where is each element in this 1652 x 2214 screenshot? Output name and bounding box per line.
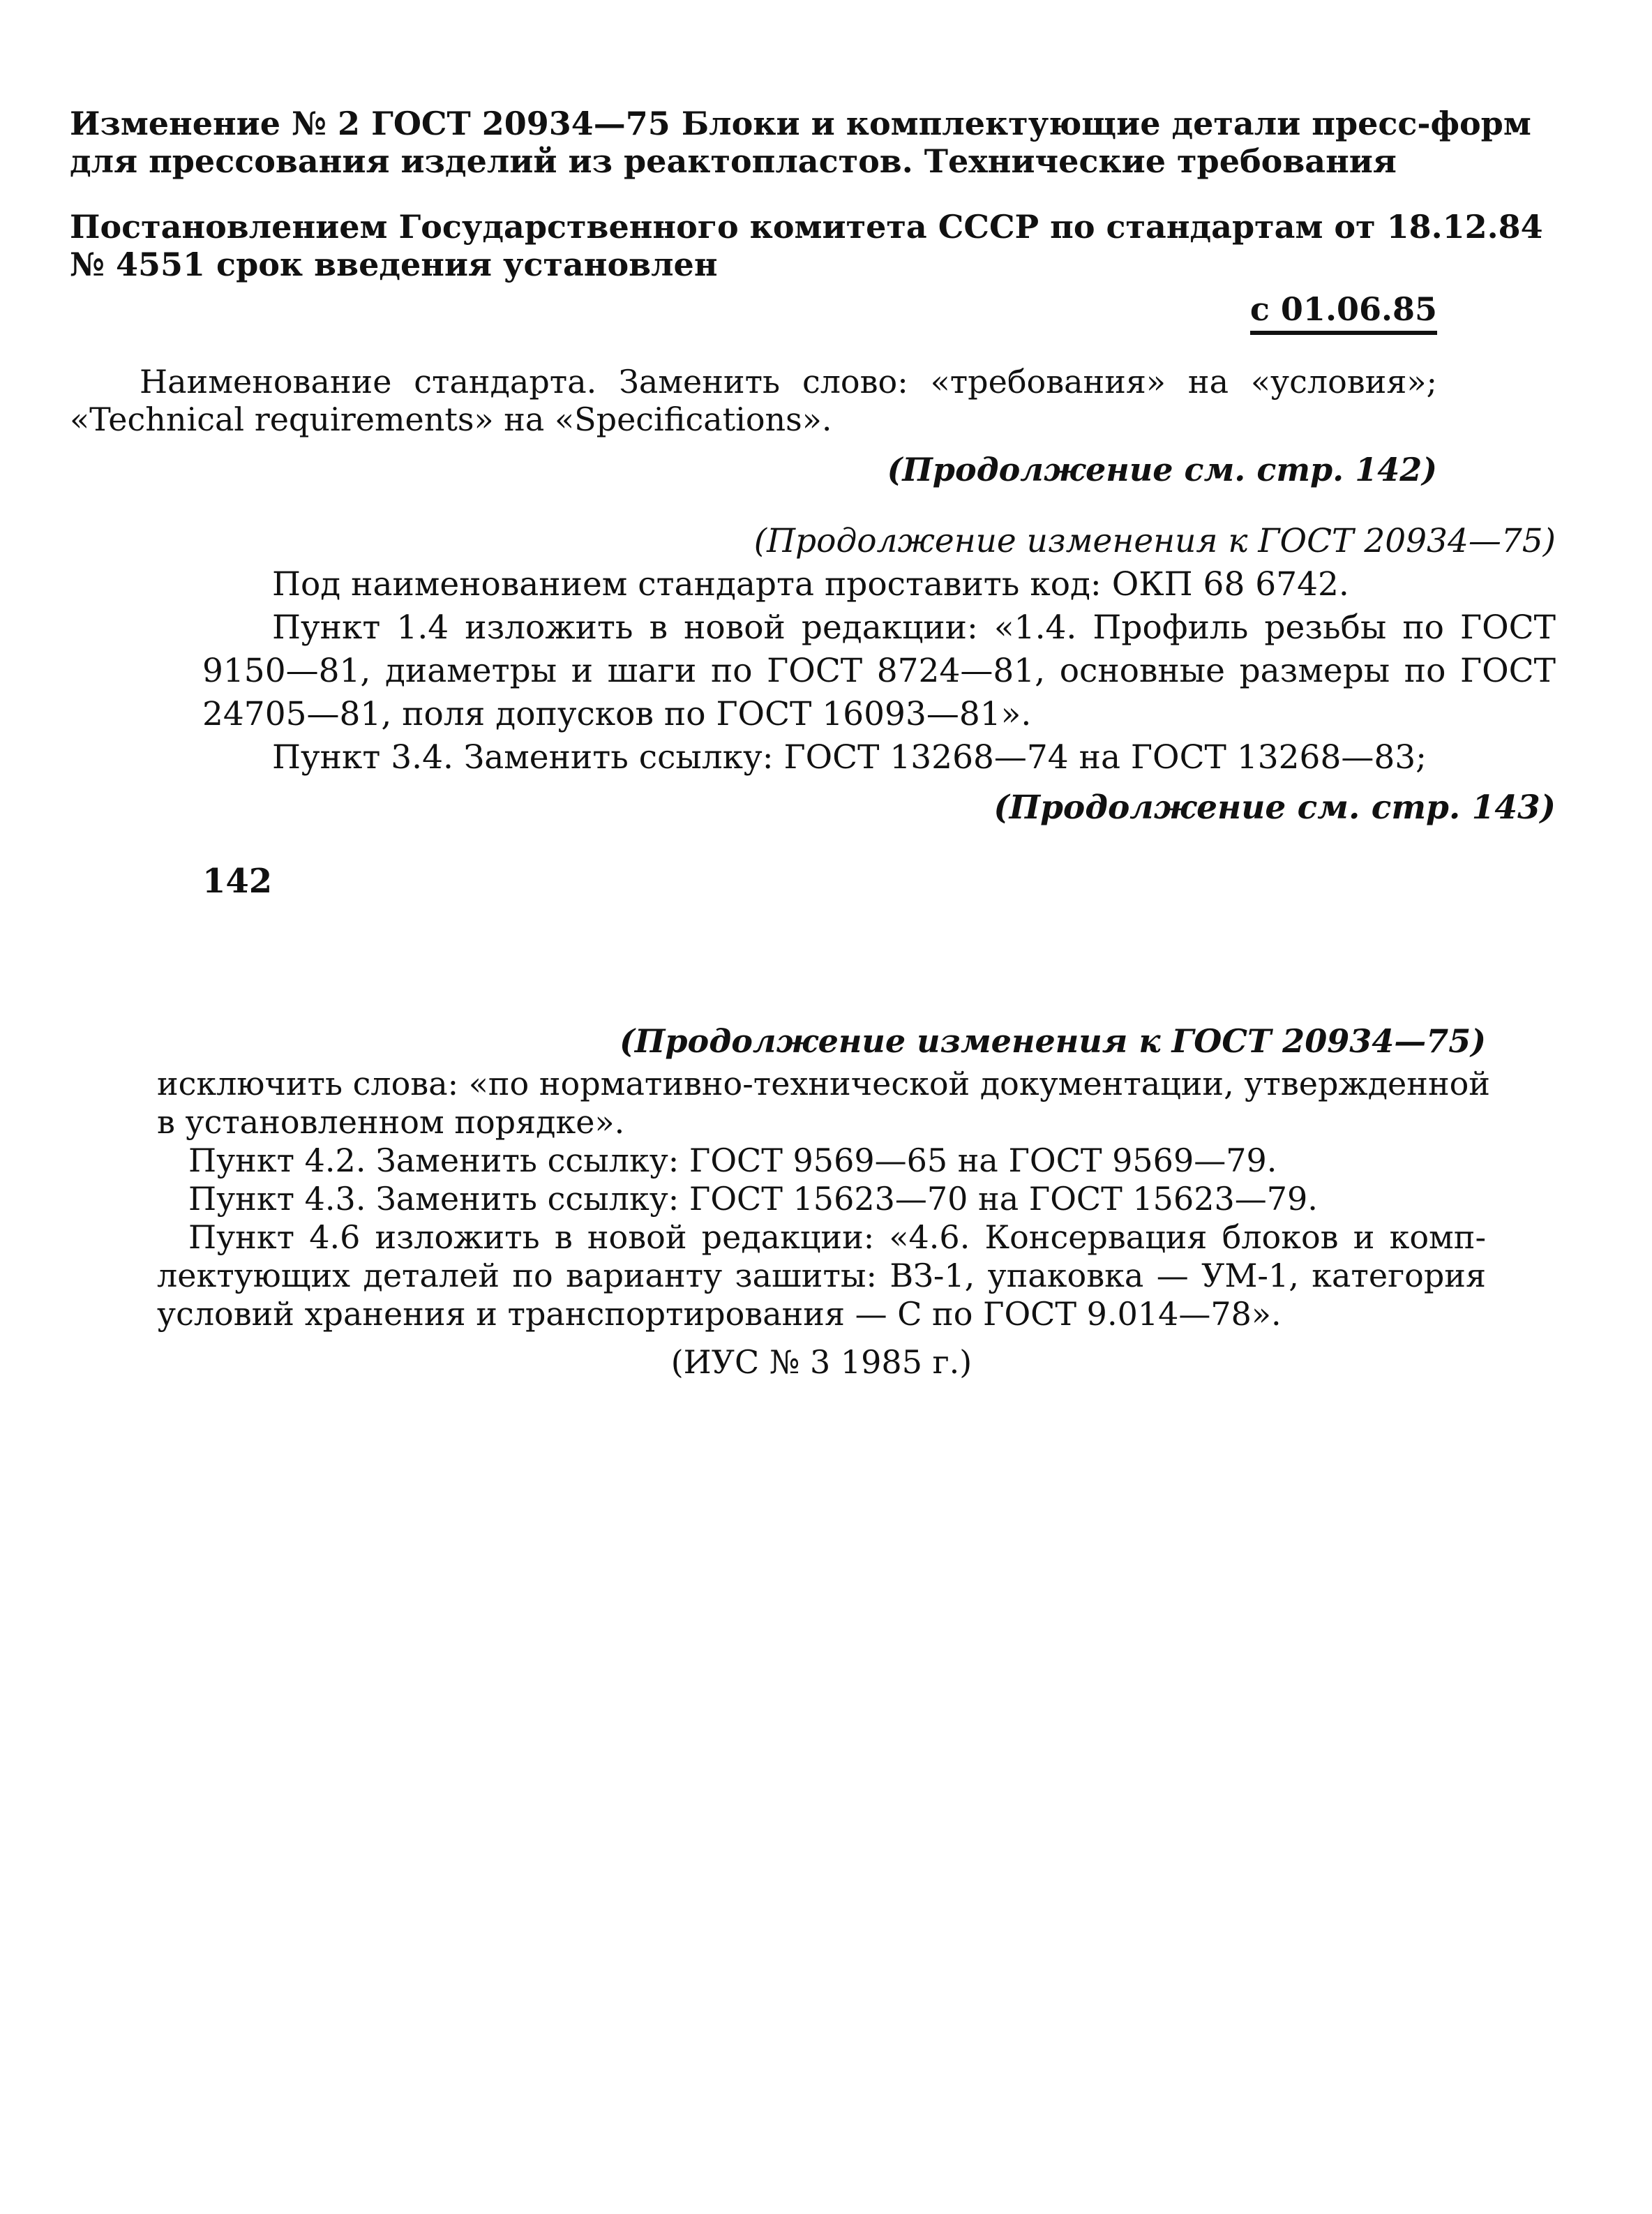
item-3-4-line-1: Пункт 3.4. Заменить ссылку: ГОСТ 13268—74 на ГОСТ 13268—83; (272, 738, 1427, 777)
exclude-words-line-2: в установленном порядке». (157, 1103, 625, 1141)
item-4-2: Пункт 4.2. Заменить ссылку: ГОСТ 9569—65 на ГОСТ 9569—79. (188, 1142, 1277, 1179)
decree-line-1: Постановлением Государственного комитета СССР по стандартам от 18.12.84 (70, 208, 1543, 246)
name-change-line-2: «Technical requirements» на «Specifications». (70, 401, 832, 438)
item-1-4-line-2: 9150—81, диаметры и шаги по ГОСТ 8724—81, основные размеры по ГОСТ (202, 652, 1556, 690)
name-change-line-1: Наименование стандарта. Заменить слово: «требования» на «условия»; (140, 363, 1437, 401)
amendment-header-block (70, 105, 1543, 488)
amendment-title-line-1: Изменение № 2 ГОСТ 20934—75 Блоки и комплектующие детали пресс-форм (70, 105, 1531, 142)
item-4-6-line-2: лектующих деталей по варианту зашиты: ВЗ-1, упаковка — УМ-1, категория (157, 1257, 1486, 1294)
continuation-block-1 (202, 520, 1556, 830)
item-4-6-line-1: Пункт 4.6 изложить в новой редакции: «4.6. Консервация блоков и комп- (188, 1218, 1486, 1256)
item-4-6-first-wrap (157, 1218, 1486, 1257)
decree-line-2: № 4551 срок введения установлен (70, 246, 718, 283)
continuation-header-1: (Продолжение изменения к ГОСТ 20934—75) (753, 522, 1556, 560)
effective-date: с 01.06.85 (70, 290, 1437, 335)
page-number: 142 (202, 862, 273, 901)
exclude-words-line-1: исключить слова: «по нормативно-технической документации, утвержденной (157, 1065, 1490, 1102)
continuation-note-1: (Продолжение см. стр. 142) (887, 451, 1437, 488)
name-change-paragraph (70, 363, 1437, 438)
continuation-header-2: (Продолжение изменения к ГОСТ 20934—75) (620, 1022, 1486, 1060)
item-1-4-line-1: Пункт 1.4 изложить в новой редакции: «1.4. Профиль резьбы по ГОСТ (272, 608, 1556, 647)
okp-code-line: Под наименованием стандарта проставить код: ОКП 68 6742. (272, 565, 1349, 604)
continuation-block-2 (157, 1022, 1490, 1382)
continuation-note-2: (Продолжение см. стр. 143) (993, 788, 1556, 827)
source-reference: (ИУС № 3 1985 г.) (670, 1343, 973, 1381)
item-4-6-line-3: условий хранения и транспортирования — С по ГОСТ 9.014—78». (157, 1295, 1282, 1333)
item-4-3: Пункт 4.3. Заменить ссылку: ГОСТ 15623—70 на ГОСТ 15623—79. (188, 1180, 1318, 1218)
amendment-title-line-2: для прессования изделий из реактопластов. Технические требования (70, 142, 1397, 180)
item-1-4-line-3: 24705—81, поля допусков по ГОСТ 16093—81». (202, 695, 1032, 733)
